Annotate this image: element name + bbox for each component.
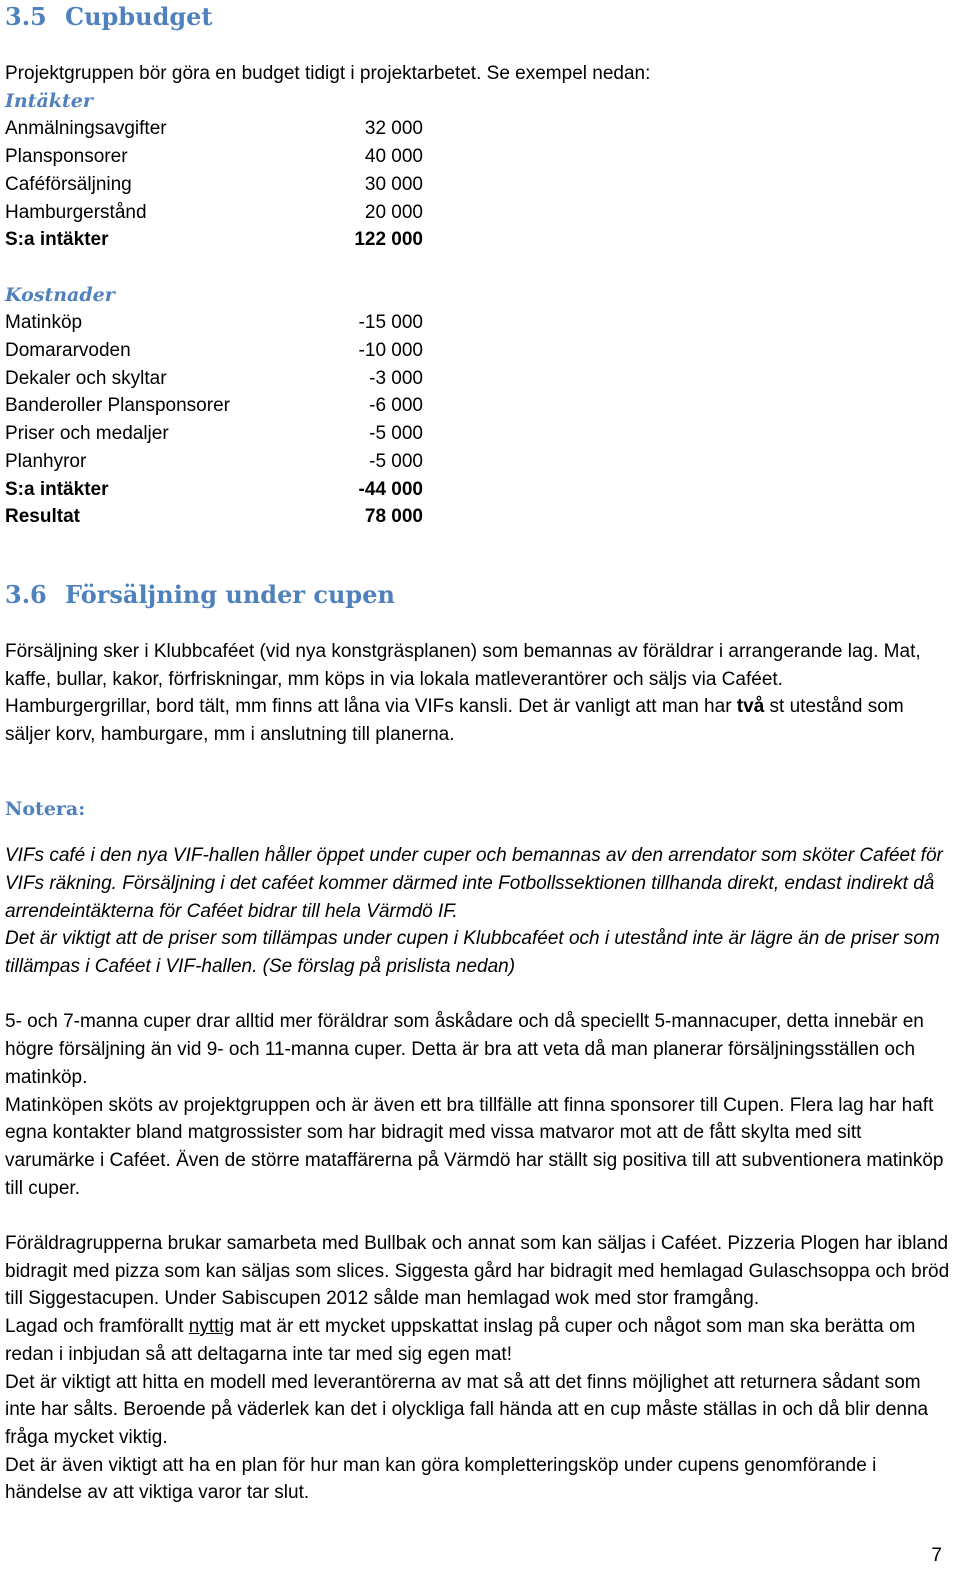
spacer (5, 749, 950, 777)
spacer (5, 981, 950, 1009)
cost-total-row (5, 476, 423, 504)
budget-table (5, 60, 651, 531)
row-label: Hamburgerstånd (5, 201, 147, 223)
section-number: 3.5 (5, 2, 47, 31)
section-3-6-body (5, 638, 950, 1507)
row-amount: -3 000 (369, 367, 423, 389)
row-label: Plansponsorer (5, 146, 128, 168)
cost-row (5, 365, 423, 393)
cost-heading: Kostnader (5, 283, 115, 306)
spacer (5, 254, 425, 282)
emphasis-text: två (736, 696, 765, 718)
text-run: Lagad och framförallt (5, 1316, 189, 1338)
row-amount: 20 000 (364, 201, 423, 223)
row-amount: -6 000 (369, 395, 423, 417)
row-label: Anmälningsavgifter (5, 118, 167, 140)
paragraph (5, 693, 950, 748)
budget-intro: Projektgruppen bör göra en budget tidigt i projektarbetet. Se exempel nedan: (5, 63, 651, 84)
text-run: st utestånd som säljer korv, hamburgare, mm i anslutning till planerna. (5, 696, 904, 746)
income-total-row (5, 226, 423, 254)
row-amount: 32 000 (364, 118, 423, 140)
paragraph: 5- och 7-manna cuper drar alltid mer föräldrar som åskådare och då speciellt 5-mannacuper, detta innebär en högre försäljning än vid 9- och 11-manna cuper. Detta är bra att veta då man planerar försäljningsställen och matinköp. (5, 1011, 924, 1088)
income-row (5, 115, 423, 143)
cost-row (5, 337, 423, 365)
row-amount: 40 000 (364, 146, 423, 168)
row-label: Domararvoden (5, 340, 131, 362)
section-title: Cupbudget (65, 2, 213, 31)
row-label: Banderoller Plansponsorer (5, 395, 230, 417)
note-paragraph: VIFs café i den nya VIF-hallen håller öppet under cuper och bemannas av den arrendator som sköter Caféet för VIFs räkning. Försäljning i det caféet kommer därmed inte Fotbollssektionen tillhanda direkt, endast indirekt då arrendeintäkterna för Caféet bidrar till hela Värmdö IF. (5, 845, 943, 922)
cost-row (5, 448, 423, 476)
row-amount: -10 000 (358, 340, 423, 362)
section-number: 3.6 (5, 580, 47, 609)
note-label: Notera: (5, 797, 86, 820)
row-amount: 122 000 (354, 229, 423, 251)
row-amount: 78 000 (364, 506, 423, 528)
paragraph: Det är även viktigt att ha en plan för hur man kan göra kompletteringsköp under cupens genomförande i händelse av att viktiga varor tar slut. (5, 1454, 877, 1504)
row-amount: -44 000 (358, 478, 423, 500)
row-label: S:a intäkter (5, 229, 109, 251)
cost-row (5, 420, 423, 448)
row-amount: -15 000 (358, 312, 423, 334)
row-amount: 30 000 (364, 173, 423, 195)
paragraph: Det är viktigt att hitta en modell med leverantörerna av mat så att det finns möjlighet att returnera sådant som inte har sålts. Beroende på väderlek kan det i olyckliga fall hända att en cup måste ställas in och då blir denna fråga mycket viktig. (5, 1371, 929, 1448)
page-number: 7 (931, 1545, 942, 1566)
income-row (5, 171, 423, 199)
note-paragraph: Det är viktigt att de priser som tillämpas under cupen i Klubbcaféet och i utestånd inte är lägre än de priser som tillämpas i Caféet i VIF-hallen. (Se förslag på prislista nedan) (5, 928, 940, 978)
row-label: Priser och medaljer (5, 423, 169, 445)
section-heading-3-6 (5, 580, 395, 609)
underlined-text: nyttig (188, 1316, 235, 1338)
income-row (5, 199, 423, 227)
row-label: Caféförsäljning (5, 173, 132, 195)
row-label: Planhyror (5, 450, 87, 472)
section-title: Försäljning under cupen (65, 580, 395, 609)
text-run: Hamburgergrillar, bord tält, mm finns att låna via VIFs kansli. Det är vanligt att man har (5, 696, 737, 718)
text-run: mat är ett mycket uppskattat inslag på cuper och något som man ska berätta om redan i inbjudan så att deltagarna inte tar med sig egen mat! (5, 1316, 916, 1365)
income-heading: Intäkter (5, 89, 93, 112)
section-heading-3-5 (5, 2, 212, 31)
paragraph (5, 1313, 950, 1368)
row-label: Dekaler och skyltar (5, 367, 167, 389)
cost-row (5, 309, 423, 337)
spacer (5, 1202, 950, 1230)
row-label: Matinköp (5, 312, 83, 334)
paragraph: Försäljning sker i Klubbcaféet (vid nya konstgräsplanen) som bemannas av föräldrar i arrangerande lag. Mat, kaffe, bullar, kakor, förfriskningar, mm köps in via lokala matleverantörer och säljs via Caféet. (5, 641, 921, 690)
row-label: S:a intäkter (5, 478, 109, 500)
paragraph: Föräldragrupperna brukar samarbeta med Bullbak och annat som kan säljas i Caféet. Pizzeria Plogen har ibland bidragit med pizza som kan säljas som slices. Siggesta gård har bidragit med hemlagad Gulaschsoppa och bröd till Siggestacupen. Under Sabiscupen 2012 sålde man hemlagad wok med stor framgång. (5, 1233, 950, 1310)
row-amount: -5 000 (369, 450, 423, 472)
cost-row (5, 392, 423, 420)
row-label: Resultat (5, 506, 80, 528)
paragraph: Matinköpen sköts av projektgruppen och är även ett bra tillfälle att finna sponsorer till Cupen. Flera lag har haft egna kontakter bland matgrossister som har bidragit med vissa matvaror mot att de fått skylta med sitt varumärke i Caféet. Även de större mataffärerna på Värmdö har ställt sig positiva till att subventionera matinköp till cuper. (5, 1094, 944, 1199)
result-row (5, 503, 423, 531)
income-row (5, 143, 423, 171)
row-amount: -5 000 (369, 423, 423, 445)
